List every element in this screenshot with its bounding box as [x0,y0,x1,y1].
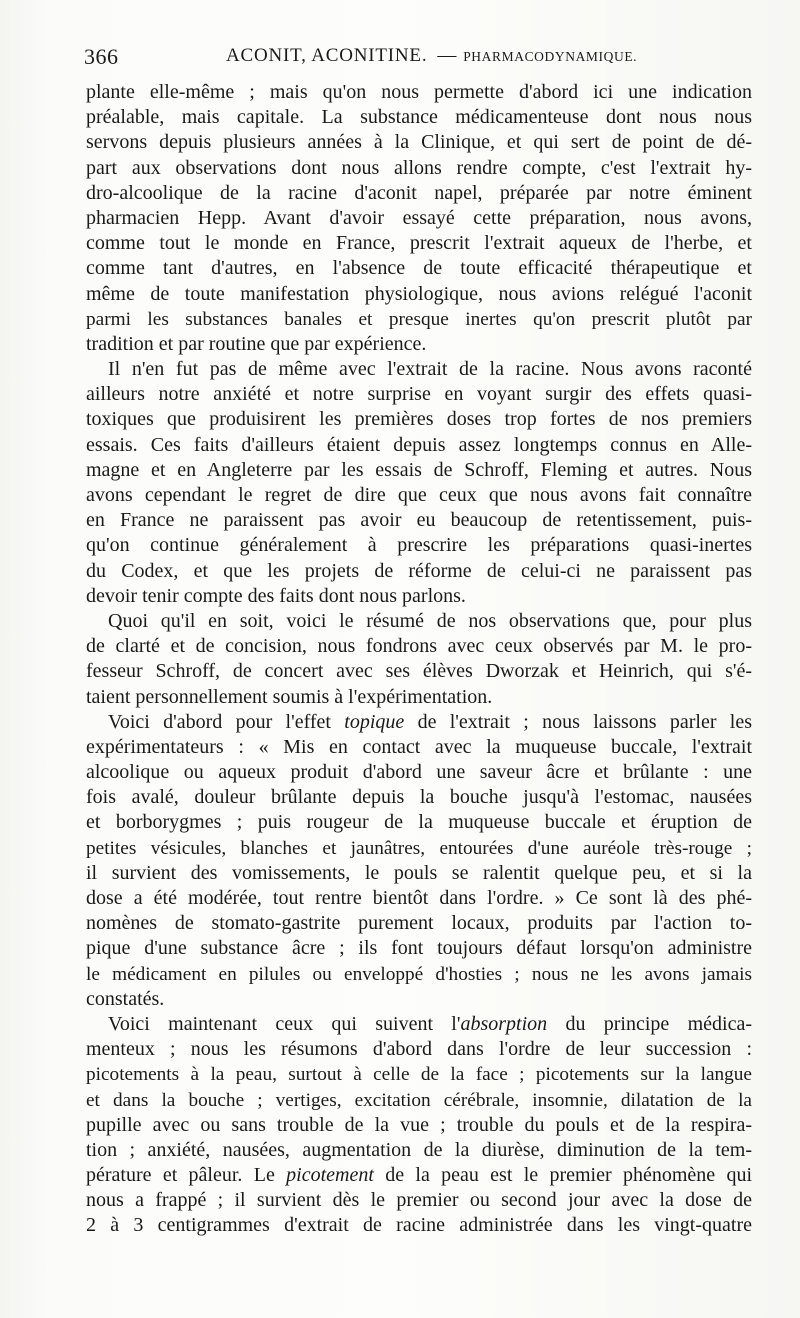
text-line: fois avalé, douleur brûlante depuis la bouche jusqu'à l'estomac, nausées [86,786,752,809]
text-line: du Codex, et que les projets de réforme de celui-ci ne paraissent pas [86,559,752,582]
text-line: menteux ; nous les résumons d'abord dans l'ordre de leur succession : [86,1038,752,1061]
text-line: plante elle-même ; mais qu'on nous permette d'abord ici une indication [86,81,752,103]
body-text [86,80,752,1239]
text-line: avons cependant le regret de dire que ceux que nous avons fait connaître [86,484,752,506]
text-line: et dans la bouche ; vertiges, excitation cérébrale, insomnie, dilatation de la [86,1089,752,1111]
text-line: il survient des vomissements, le pouls se ralentit quelque peu, et si la [86,861,752,884]
text-line: tion ; anxiété, nausées, augmentation de la diurèse, diminution de la tem- [86,1138,752,1161]
page-header [84,44,752,76]
text-line: alcoolique ou aqueux produit d'abord une saveur âcre et brûlante : une [86,761,752,784]
text-line: petites vésicules, blanches et jaunâtres, entourées d'une auréole très-rouge ; [86,837,752,859]
text-line: devoir tenir compte des faits dont nous parlons. [86,584,466,607]
text-line: préalable, mais capitale. La substance médicamenteuse dont nous nous [86,106,752,129]
text-line: pharmacien Hepp. Avant d'avoir essayé cette préparation, nous avons, [86,206,752,229]
text-line: fesseur Schroff, de concert avec ses élèves Dworzak et Heinrich, qui s'é- [86,660,752,683]
text-line: Voici maintenant ceux qui suivent l'absorption du principe médica- [108,1012,752,1035]
text-line: taient personnellement soumis à l'expérimentation. [86,685,493,708]
italic-term: topique [344,710,405,733]
text-line: Il n'en fut pas de même avec l'extrait de la racine. Nous avons raconté [108,358,752,381]
text-line: Quoi qu'il en soit, voici le résumé de nos observations que, pour plus [108,609,752,632]
text-line: pique d'une substance âcre ; ils font toujours défaut lorsqu'on administre [86,937,752,960]
text-line: de clarté et de concision, nous fondrons avec ceux observés par M. le pro- [86,635,752,658]
page-number: 366 [84,44,119,69]
text-line: dose a été modérée, tout rentre bientôt dans l'ordre. » Ce sont là des phé- [86,887,752,909]
text-line: en France ne paraissent pas avoir eu beaucoup de retentissement, puis- [86,509,752,532]
running-title [226,45,637,67]
text-line: magne et en Angleterre par les essais de Schroff, Fleming et autres. Nous [86,458,752,481]
text-line: picotements à la peau, surtout à celle de la face ; picotements sur la langue [86,1064,752,1086]
text-line: expérimentateurs : « Mis en contact avec la muqueuse buccale, l'extrait [86,735,752,758]
text-line: constatés. [86,987,165,1010]
text-line: nomènes de stomato-gastrite purement locaux, produits par l'action to- [86,912,752,935]
italic-term: picotement [286,1164,374,1187]
text-line: toxiques que produisirent les premières doses trop fortes de nos premiers [86,408,752,431]
italic-term: absorption [460,1012,548,1035]
text-line: pérature et pâleur. Le picotement de la peau est le premier phénomène qui [86,1164,752,1187]
text-line: 2 à 3 centigrammes d'extrait de racine administrée dans les vingt-quatre [86,1214,752,1237]
text-line: essais. Ces faits d'ailleurs étaient depuis assez longtemps connus en Alle- [86,433,752,456]
text-line: nous a frappé ; il survient dès le premier ou second jour avec la dose de [86,1189,752,1212]
text-line: part aux observations dont nous allons rendre compte, c'est l'extrait hy- [86,156,752,179]
text-line: même de toute manifestation physiologique, nous avions relégué l'aconit [86,282,752,305]
text-line: comme tant d'autres, en l'absence de toute efficacité thérapeutique et [86,257,752,280]
running-title-section: PHARMACODYNAMIQUE. [463,49,638,64]
title-dash: — [437,45,458,66]
text-line: qu'on continue généralement à prescrire les préparations quasi-inertes [86,534,752,557]
text-line: tradition et par routine que par expérience. [86,332,427,355]
text-line: dro-alcoolique de la racine d'aconit napel, préparée par notre éminent [86,181,752,204]
text-line: servons depuis plusieurs années à la Clinique, et qui sert de point de dé- [86,131,752,154]
running-title-main: ACONIT, ACONITINE. [226,45,428,66]
text-line: comme tout le monde en France, prescrit l'extrait aqueux de l'herbe, et [86,232,752,255]
text-line: parmi les substances banales et presque inertes qu'on prescrit plutôt par [86,308,752,330]
text-line: ailleurs notre anxiété et notre surprise en voyant surgir des effets quasi- [86,383,752,406]
text-line: le médicament en pilules ou enveloppé d'hosties ; nous ne les avons jamais [86,963,752,985]
text-line: pupille avec ou sans trouble de la vue ; trouble du pouls et de la respira- [86,1113,752,1136]
text-line: et borborygmes ; puis rougeur de la muqueuse buccale et éruption de [86,811,752,834]
text-line: Voici d'abord pour l'effet topique de l'extrait ; nous laissons parler les [108,710,752,733]
